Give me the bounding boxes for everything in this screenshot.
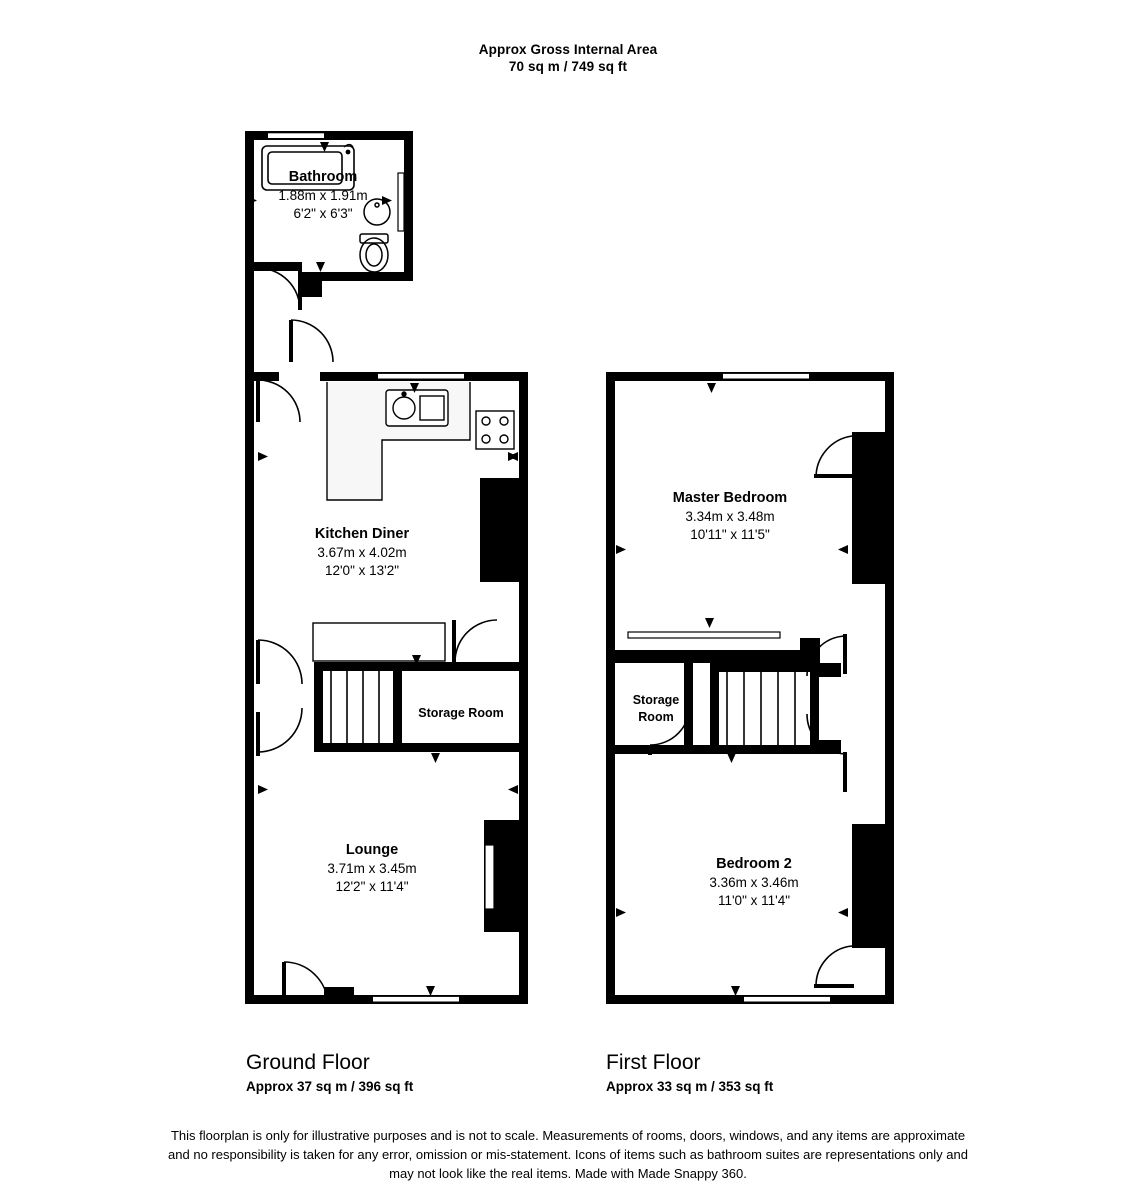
room-label-master-bedroom	[612, 489, 848, 545]
kitchen-diner-metric: 3.67m x 4.02m	[317, 544, 407, 560]
room-label-bathroom	[208, 168, 438, 224]
master-bedroom-window	[723, 373, 809, 380]
bedroom-2-name: Bedroom 2	[716, 856, 792, 872]
kitchen-sink-icon	[386, 390, 448, 426]
bedroom2-window	[744, 996, 830, 1003]
gia-line-1: Approx Gross Internal Area	[478, 42, 658, 57]
first-floor-title: First Floor	[606, 1051, 701, 1074]
disclaimer	[0, 1126, 1136, 1183]
first-floor-area: Approx 33 sq m / 353 sq ft	[606, 1079, 774, 1094]
disclaimer-line-1: This floorplan is only for illustrative purposes and is not to scale. Measurements of rooms, doors, windows, and any items are approximate	[170, 1128, 966, 1143]
kitchen-window	[378, 373, 464, 380]
ground-floor-title: Ground Floor	[246, 1051, 370, 1074]
ground-floor-caption	[246, 1050, 413, 1098]
gia-line-2: 70 sq m / 749 sq ft	[508, 59, 628, 74]
door-lounge-left	[256, 640, 302, 756]
storage-room-ground-name: Storage Room	[418, 706, 504, 720]
ground-floor-area: Approx 37 sq m / 396 sq ft	[246, 1079, 414, 1094]
room-label-lounge	[256, 841, 488, 897]
staircase-first	[710, 663, 841, 754]
door-hall-lower	[289, 320, 333, 362]
room-label-bedroom-2	[636, 855, 872, 911]
bathroom-window	[268, 132, 324, 139]
lounge-metric: 3.71m x 3.45m	[327, 860, 417, 876]
landing-strip	[628, 632, 780, 638]
kitchen-diner-imperial: 12'0" x 13'2"	[324, 563, 400, 578]
room-label-kitchen-diner	[246, 525, 478, 581]
bedroom-2-imperial: 11'0" x 11'4"	[717, 893, 791, 908]
lounge-window	[373, 996, 459, 1003]
storage-room-first-line2: Room	[638, 710, 674, 724]
disclaimer-line-2: and no responsibility is taken for any error, omission or mis-statement. Icons of items such as bathroom suites are representations only and	[168, 1147, 968, 1162]
room-label-storage-room-first	[608, 692, 704, 726]
lounge-imperial: 12'2" x 11'4"	[335, 879, 409, 894]
room-label-storage-room-ground	[392, 704, 530, 723]
door-bedroom2-lower	[814, 946, 854, 988]
bedroom-2-metric: 3.36m x 3.46m	[709, 874, 799, 890]
master-bedroom-metric: 3.34m x 3.48m	[685, 508, 775, 524]
master-bedroom-imperial: 10'11" x 11'5"	[690, 527, 770, 542]
lounge-name: Lounge	[345, 842, 399, 858]
staircase-ground	[314, 662, 402, 752]
master-bedroom-name: Master Bedroom	[672, 490, 788, 506]
door-storage-room	[452, 620, 497, 662]
hob-icon	[476, 411, 514, 449]
first-floor-caption	[606, 1050, 773, 1098]
storage-room-first-line1: Storage	[632, 693, 680, 707]
door-bathroom	[258, 268, 302, 310]
bathroom-name: Bathroom	[288, 169, 358, 185]
toilet-icon	[360, 234, 388, 272]
bathroom-metric: 1.88m x 1.91m	[278, 187, 368, 203]
kitchen-diner-name: Kitchen Diner	[314, 526, 410, 542]
under-stair-cupboard	[313, 623, 445, 661]
bathroom-imperial: 6'2" x 6'3"	[293, 206, 353, 221]
door-kitchen-entry	[256, 380, 300, 422]
door-master-bedroom	[814, 436, 854, 478]
disclaimer-line-3: may not look like the real items. Made with Made Snappy 360.	[389, 1166, 747, 1181]
